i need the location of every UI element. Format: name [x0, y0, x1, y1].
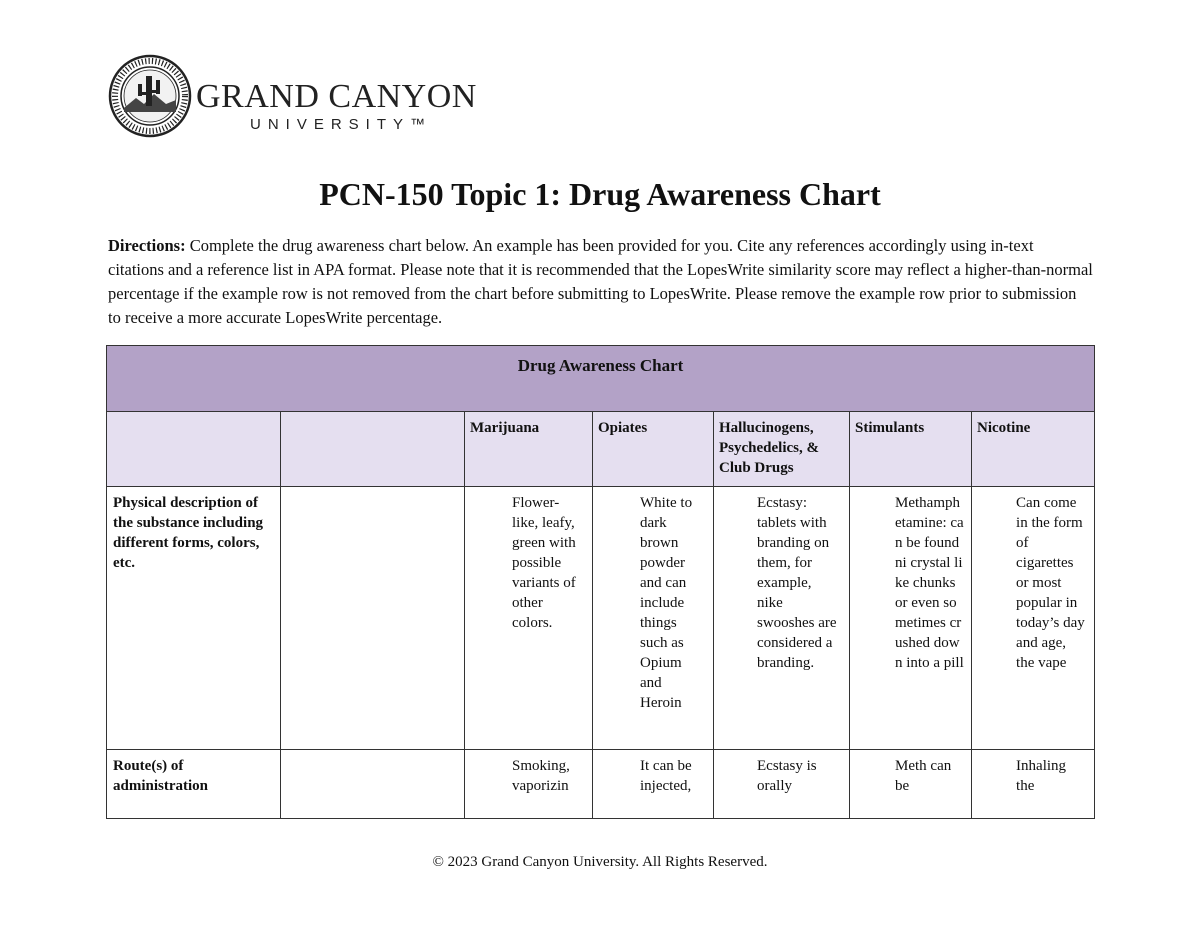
cell-text: Ecstasy is orally: [757, 758, 817, 794]
cell-text: Ecstasy: tablets with branding on them, for example, nike swooshes are considered a branding.: [757, 495, 837, 671]
header-hallucinogens: Hallucinogens, Psychedelics, & Club Drugs: [714, 412, 850, 487]
table-cell: [593, 487, 714, 750]
chart-title: Drug Awareness Chart: [107, 346, 1095, 412]
header-marijuana: Marijuana: [465, 412, 593, 487]
table-cell: [281, 750, 465, 819]
cell-text: Smoking, vaporizin: [512, 758, 570, 794]
header-nicotine: Nicotine: [972, 412, 1095, 487]
table-cell: [593, 750, 714, 819]
gcu-logo: [108, 54, 488, 142]
table-row: [107, 750, 1095, 819]
table-cell: [972, 750, 1095, 819]
cell-text: It can be injected,: [640, 758, 692, 794]
cell-text: White to dark brown powder and can include things such as Opium and Heroin: [640, 495, 693, 711]
header-cell-empty-1: [107, 412, 281, 487]
table-cell: [465, 750, 593, 819]
header-opiates: Opiates: [593, 412, 714, 487]
page-title: PCN-150 Topic 1: Drug Awareness Chart: [319, 176, 881, 212]
header-row: [107, 412, 1095, 487]
table-cell: [850, 750, 972, 819]
cell-text: Meth can be: [895, 758, 952, 794]
header-stimulants: Stimulants: [850, 412, 972, 487]
row-label: Route(s) of administration: [107, 750, 281, 819]
table-cell: [281, 487, 465, 750]
header-cell-empty-2: [281, 412, 465, 487]
drug-awareness-table: [106, 345, 1095, 819]
cell-text: Inhaling the: [1016, 758, 1067, 794]
university-seal-icon: [108, 54, 192, 138]
copyright-footer: © 2023 Grand Canyon University. All Rights Reserved.: [432, 854, 768, 870]
table-cell: [714, 750, 850, 819]
cell-text: Can come in the form of cigarettes or most popular in today’s day and age, the vape: [1016, 495, 1085, 671]
table-cell: [714, 487, 850, 750]
table-row: [107, 487, 1095, 750]
cell-text: Methamphetamine: can be found ni crystal like chunks or even sometimes crushed down into a pill: [895, 495, 964, 671]
table-cell: [972, 487, 1095, 750]
table-cell: [850, 487, 972, 750]
directions-text: Complete the drug awareness chart below. An example has been provided for you. Cite any references accordingly using in-text citations and a reference list in APA format. Please note that it is recommended that the LopesWrite similarity score may reflect a higher-than-normal percentage if the example row is not removed from the chart before submitting to LopesWrite. Please remove the example row prior to submission to receive a more accurate LopesWrite percentage.: [108, 236, 1093, 327]
cell-text: Flower-like, leafy, green with possible variants of other colors.: [512, 495, 576, 631]
row-label: Physical description of the substance including different forms, colors, etc.: [107, 487, 281, 750]
logo-wordmark: GRAND CANYON: [196, 78, 477, 115]
table-cell: [465, 487, 593, 750]
directions-paragraph: [108, 234, 1093, 330]
directions-label: Directions:: [108, 236, 186, 255]
logo-subtitle: UNIVERSITY™: [250, 116, 433, 133]
